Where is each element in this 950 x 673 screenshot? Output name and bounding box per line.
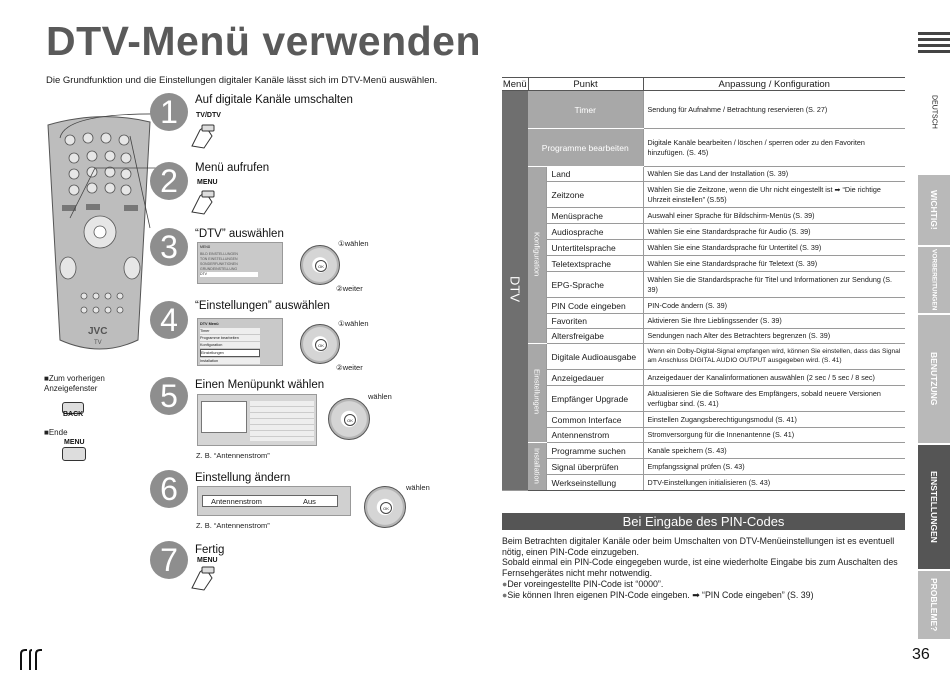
screen-line: Timer xyxy=(200,328,260,334)
pin-header: Bei Eingabe des PIN-Codes xyxy=(502,513,905,530)
table-row xyxy=(502,298,905,314)
item-cell: Untertitelsprache xyxy=(546,240,643,256)
screen-line-selected: Einstellungen xyxy=(200,349,260,357)
step-title: “Einstellungen” auswählen xyxy=(195,300,330,312)
select-label: ①wählen xyxy=(338,239,369,248)
tab-benutzung[interactable]: BENUTZUNG xyxy=(918,315,950,443)
hand-pointer-icon xyxy=(188,566,216,592)
desc-cell: Wählen Sie das Land der Installation (S. 39) xyxy=(643,167,905,182)
section-tabs xyxy=(918,0,950,673)
tab-probleme[interactable]: PROBLEME? xyxy=(918,571,950,639)
pin-paragraph: Sobald einmal ein PIN-Code eingegeben wurde, ist eine wiederholte Eingabe bis zum Auschalten des Fernsehgerätes nicht mehr notwendig. xyxy=(502,557,898,579)
page-title: DTV-Menü verwenden xyxy=(46,18,482,64)
item-cell: Antennenstrom xyxy=(546,428,643,443)
table-row xyxy=(502,475,905,491)
group-label: Einstellungen xyxy=(532,369,542,415)
group-cell xyxy=(528,167,546,344)
tab-language[interactable]: DEUTSCH xyxy=(930,95,938,129)
table-row xyxy=(502,240,905,256)
group-label: Konfiguration xyxy=(532,231,542,277)
screen-header: DTV Menü xyxy=(200,322,219,326)
item-cell: Common Interface xyxy=(546,412,643,428)
menu-button-label: MENU xyxy=(197,179,218,186)
setting-panel xyxy=(197,486,351,516)
group-label: Installation xyxy=(532,447,542,484)
desc-cell: Wählen Sie die Zeitzone, wenn die Uhr nicht eingestellt ist ➡ “Die richtige Uhrzeit einstellen” (S.55) xyxy=(643,182,905,208)
table-row xyxy=(502,129,905,167)
table-row xyxy=(502,386,905,412)
step-title: “DTV” auswählen xyxy=(195,228,284,240)
step-number: 2 xyxy=(150,162,188,200)
menu-button-label: MENU xyxy=(197,557,218,564)
step-number: 1 xyxy=(150,93,188,131)
bullet-icon: ● xyxy=(502,589,508,600)
dial-icon: OK xyxy=(364,486,406,528)
item-cell: Favoriten xyxy=(546,314,643,329)
step-number: 4 xyxy=(150,301,188,339)
screen-line: BILD EINSTELLUNGEN xyxy=(200,252,238,256)
item-cell: Zeitzone xyxy=(546,182,643,208)
desc-cell: Kanäle speichern (S. 43) xyxy=(643,443,905,459)
brand-logo: JVC xyxy=(88,326,108,337)
item-cell: Timer xyxy=(528,91,643,129)
screen-line: Programme bearbeiten xyxy=(200,335,260,341)
end-button-label: MENU xyxy=(64,439,85,446)
step-number: 7 xyxy=(150,541,188,579)
item-cell: Altersfreigabe xyxy=(546,329,643,344)
menu-screen xyxy=(197,242,283,284)
corner-mark-icon xyxy=(18,648,46,670)
desc-cell: PIN-Code ändern (S. 39) xyxy=(643,298,905,314)
item-cell: Werkseinstellung xyxy=(546,475,643,491)
hand-pointer-icon xyxy=(188,124,216,150)
screen-header: MENÜ xyxy=(200,245,211,249)
item-cell: Programme suchen xyxy=(546,443,643,459)
desc-cell: Sendung für Aufnahme / Betrachtung reservieren (S. 27) xyxy=(643,91,905,129)
screen-line: TON EINSTELLUNGEN xyxy=(200,257,238,261)
intro-text: Die Grundfunktion und die Einstellungen digitaler Kanäle lässt sich im DTV-Menü auswählen. xyxy=(46,75,438,86)
bullet-icon: ● xyxy=(502,578,508,589)
select-label: wählen xyxy=(368,392,392,401)
pin-text xyxy=(502,536,905,600)
item-cell: Programme bearbeiten xyxy=(528,129,643,167)
tab-stripe xyxy=(918,50,950,53)
desc-cell: Digitale Kanäle bearbeiten / löschen / sperren oder zu den Favoriten hinzufügen. (S. 45) xyxy=(643,129,905,167)
tab-einstellungen[interactable]: EINSTELLUNGEN xyxy=(918,445,950,569)
back-button-label: BACK xyxy=(63,411,84,418)
tab-wichtig[interactable]: WICHTIG! xyxy=(918,175,950,245)
field-label: Antennenstrom xyxy=(211,497,262,506)
desc-cell: Wählen Sie die Standardsprache für Titel und Informationen zur Sendung (S. 39) xyxy=(643,272,905,298)
next-label: ②weiter xyxy=(336,363,363,372)
screen-line-selected: DTV xyxy=(200,272,258,277)
table-row xyxy=(502,224,905,240)
table-row xyxy=(502,428,905,443)
item-cell: PIN Code eingeben xyxy=(546,298,643,314)
desc-cell: Auswahl einer Sprache für Bildschirm-Menüs (S. 39) xyxy=(643,208,905,224)
header-item: Punkt xyxy=(528,78,643,91)
menu-table xyxy=(502,77,905,491)
table-header-row xyxy=(502,78,905,91)
group-cell xyxy=(528,344,546,443)
screen-line: SONDERFUNKTIONEN xyxy=(200,262,238,266)
item-cell: Menüsprache xyxy=(546,208,643,224)
screen-line: GRUNDEINSTELLUNG xyxy=(200,267,238,271)
step-title: Einstellung ändern xyxy=(195,472,291,484)
page-number: 36 xyxy=(912,646,930,663)
desc-cell: Wenn ein Dolby-Digital-Signal empfangen wird, können Sie einstellen, dass das Signal am Anschluss DIGITAL AUDIO OUTPUT ausgegeben wird. (S. 41) xyxy=(643,344,905,370)
select-label: wählen xyxy=(406,483,430,492)
item-cell: Digitale Audioausgabe xyxy=(546,344,643,370)
step-number: 5 xyxy=(150,377,188,415)
item-cell: Teletextsprache xyxy=(546,256,643,272)
dtv-cell xyxy=(502,91,528,491)
screen-line: Konfiguration xyxy=(200,342,260,348)
step-number: 6 xyxy=(150,470,188,508)
item-cell: Empfänger Upgrade xyxy=(546,386,643,412)
tab-vorbereitungen[interactable]: VORBEREITUNGEN xyxy=(918,247,950,313)
dial-icon: OK xyxy=(328,398,370,440)
table-row xyxy=(502,344,905,370)
example-note: Z. B. “Antennenstrom” xyxy=(196,451,270,460)
step-title: Menü aufrufen xyxy=(195,162,270,174)
table-row xyxy=(502,256,905,272)
settings-screen xyxy=(197,394,317,446)
tv-label: TV xyxy=(94,340,102,346)
back-note: ■Zum vorherigen Anzeigefenster xyxy=(44,374,105,393)
table-row xyxy=(502,329,905,344)
select-label: ①wählen xyxy=(338,319,369,328)
pin-paragraph: Beim Betrachten digitaler Kanäle oder beim Umschalten von DTV-Menüeinstellungen ist es eventuell nötig, einen PIN-Code einzugeben. xyxy=(502,536,895,557)
item-cell: EPG-Sprache xyxy=(546,272,643,298)
desc-cell: Aktivieren Sie Ihre Lieblingssender (S. 39) xyxy=(643,314,905,329)
example-note: Z. B. “Antennenstrom” xyxy=(196,521,270,530)
item-cell: Signal überprüfen xyxy=(546,459,643,475)
table-row xyxy=(502,443,905,459)
desc-cell: Empfangssignal prüfen (S. 43) xyxy=(643,459,905,475)
tab-stripe xyxy=(918,32,950,35)
dtv-menu-screen xyxy=(197,318,283,366)
step-title: Fertig xyxy=(195,544,225,556)
table-row xyxy=(502,370,905,386)
table-row xyxy=(502,208,905,224)
header-menu: Menü xyxy=(502,78,527,90)
table-row xyxy=(502,314,905,329)
table-row xyxy=(502,167,905,182)
table-row xyxy=(502,272,905,298)
table-row xyxy=(502,412,905,428)
dial-icon: OK xyxy=(300,245,340,285)
table-row xyxy=(502,182,905,208)
desc-cell: Anzeigedauer der Kanalinformationen auswählen (2 sec / 5 sec / 8 sec) xyxy=(643,370,905,386)
table-row xyxy=(502,91,905,129)
pin-bullet: Sie können Ihren eigenen PIN-Code eingeben. ➡ “PIN Code eingeben” (S. 39) xyxy=(507,589,814,600)
desc-cell: Wählen Sie eine Standardsprache für Teletext (S. 39) xyxy=(643,256,905,272)
menu-button-icon xyxy=(62,447,86,461)
step-title: Einen Menüpunkt wählen xyxy=(195,379,325,391)
next-label: ②weiter xyxy=(336,284,363,293)
screen-line: Installation xyxy=(200,358,260,364)
hand-pointer-icon xyxy=(188,190,216,216)
desc-cell: Sendungen nach Alter des Betrachters begrenzen (S. 39) xyxy=(643,329,905,344)
tab-stripe xyxy=(918,38,950,41)
pin-bullet: Der voreingestellte PIN-Code ist “0000”. xyxy=(507,578,664,589)
step-title: Auf digitale Kanäle umschalten xyxy=(195,94,353,106)
desc-cell: Wählen Sie eine Standardsprache für Untertitel (S. 39) xyxy=(643,240,905,256)
tvdtv-button-label: TV/DTV xyxy=(196,112,221,119)
table-row xyxy=(502,459,905,475)
end-note: ■Ende xyxy=(44,428,68,437)
item-cell: Land xyxy=(546,167,643,182)
item-cell: Audiosprache xyxy=(546,224,643,240)
dtv-label: DTV xyxy=(507,276,523,302)
item-cell: Anzeigedauer xyxy=(546,370,643,386)
step-number: 3 xyxy=(150,228,188,266)
field-value: Aus xyxy=(303,497,316,506)
desc-cell: DTV-Einstellungen initialisieren (S. 43) xyxy=(643,475,905,491)
dial-icon: OK xyxy=(300,324,340,364)
desc-cell: Einstellen Zugangsberechtigungsmodul (S. 41) xyxy=(643,412,905,428)
tab-stripe xyxy=(918,44,950,47)
header-config: Anpassung / Konfiguration xyxy=(643,78,905,91)
desc-cell: Wählen Sie eine Standardsprache für Audio (S. 39) xyxy=(643,224,905,240)
desc-cell: Aktualisieren Sie die Software des Empfängers, sobald neuere Versionen verfügbar sind. (S. 41) xyxy=(643,386,905,412)
group-cell xyxy=(528,443,546,491)
desc-cell: Stromversorgung für die Innenantenne (S. 41) xyxy=(643,428,905,443)
